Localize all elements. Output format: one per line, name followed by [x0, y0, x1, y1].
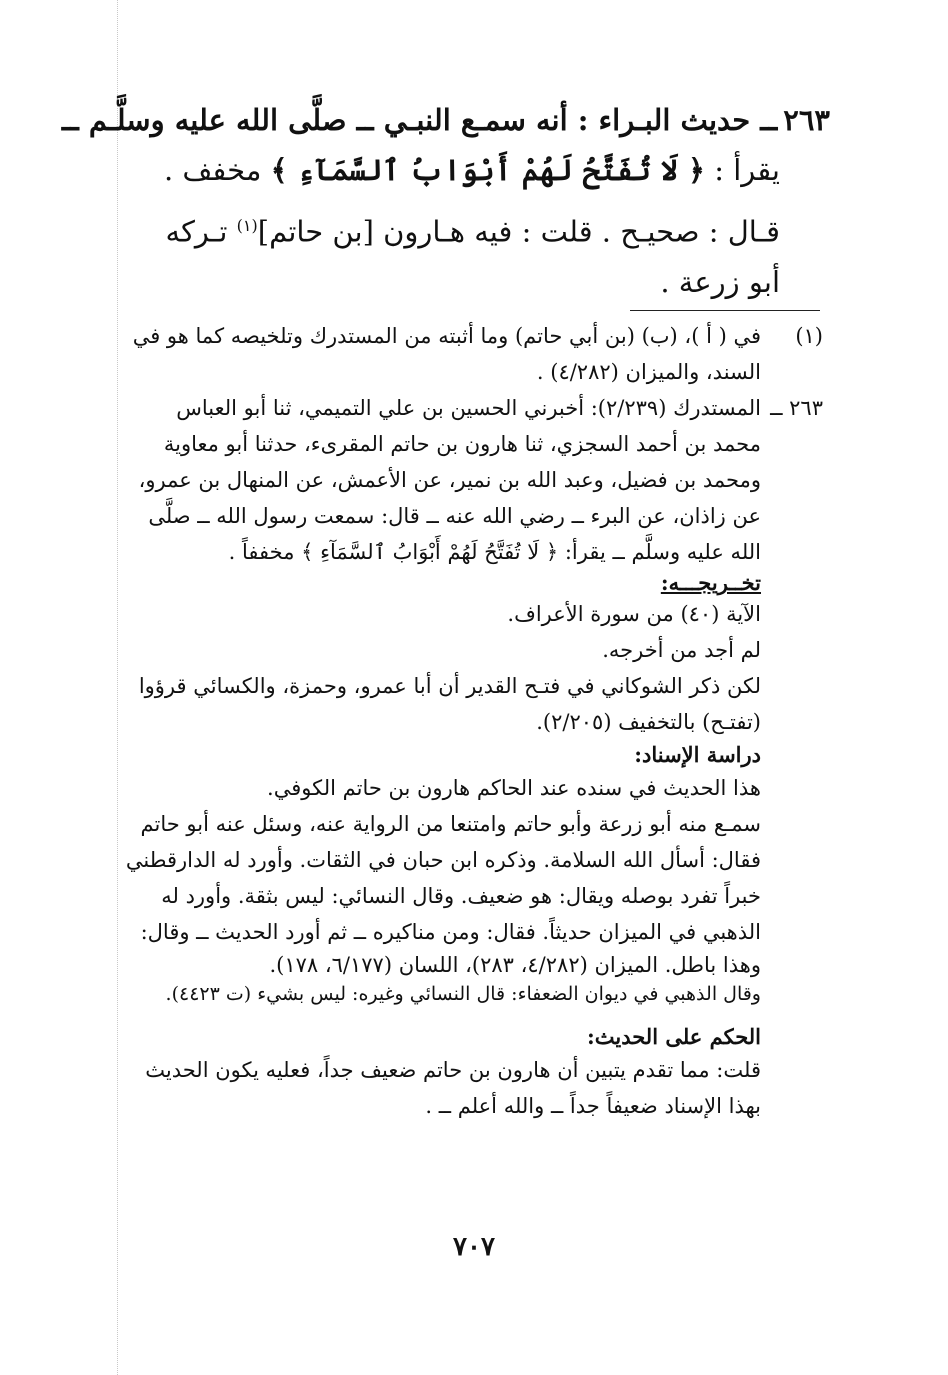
- hukm-line: بهذا الإسناد ضعيفاً جداً ــ والله أعلم ــ .: [425, 1094, 761, 1118]
- footnote-1: [120, 318, 823, 390]
- isnad-line: فقال: أسأل الله السلامة. وذكره ابن حبان في الثقات. وأورد له الدارقطني: [125, 848, 761, 872]
- quran-verse: ﴿ لَا تُفَتَّحُ لَهُمْ أَبْوَابُ ٱلسَّمَآءِ ﴾: [270, 153, 705, 187]
- commentary-line: المستدرك (٢/٢٣٩): أخبرني الحسين بن علي التميمي، ثنا أبو العباس: [176, 396, 761, 420]
- hadith-line-1: [61, 95, 830, 145]
- hukm-heading: الحكم على الحديث:: [587, 1024, 761, 1049]
- isnad-line: خبراً تفرد بوصله ويقال: هو ضعيف. وقال النسائي: ليس بثقة. وأورد له: [161, 884, 761, 908]
- takhrij-line: لكن ذكر الشوكاني في فتـح القدير أن أبا عمرو، وحمزة، والكسائي قرؤوا: [138, 674, 761, 698]
- footnote-separator: [630, 310, 820, 311]
- spacer: [120, 1008, 823, 1022]
- takhrij-line: لم أجد من أخرجه.: [602, 638, 761, 662]
- hadith-block: [61, 95, 830, 307]
- hadith-number: ٢٦٣: [783, 103, 830, 137]
- footnote-line: السند، والميزان (٤/٢٨٢) .: [536, 360, 761, 384]
- isnad-line: وهذا باطل. الميزان (٤/٢٨٢، ٢٨٣)، اللسان (٦/١٧٧، ١٧٨).: [269, 953, 761, 977]
- commentary-line: عن زاذان، عن البرء ــ رضي الله عنه ــ قال: سمعت رسول الله ــ صلَّى: [148, 504, 761, 528]
- takhrij-line: (تفتـح) بالتخفيف (٢/٢٠٥).: [536, 710, 761, 734]
- takhrij-heading: تخــريجـــه:: [660, 570, 761, 595]
- footnote-marker[interactable]: (١): [236, 216, 258, 235]
- hukm-line: قلت: مما تقدم يتبين أن هارون بن حاتم ضعيف جداً، فعليه يكون الحديث: [145, 1058, 761, 1082]
- hadith-text-3a: قـال : صحيـح . قلت : فيه هـارون [بن حاتم]: [257, 214, 780, 249]
- commentary-line: ومحمد بن فضيل، وعبد الله بن نمير، عن الأعمش، عن المنهال بن عمرو،: [138, 468, 761, 492]
- commentary-label: ٢٦٣ ــ: [770, 396, 823, 420]
- commentary-line: الله عليه وسلَّم ــ يقرأ: ﴿ لَا تُفَتَّحُ لَهُمْ أَبْوَابُ ٱلسَّمَآءِ ﴾ مخففاً .: [228, 540, 761, 564]
- hadith-line-2: [140, 145, 830, 195]
- isnad-heading: دراسة الإسناد:: [634, 742, 761, 767]
- isnad-line: هذا الحديث في سنده عند الحاكم هارون بن حاتم الكوفي.: [267, 776, 761, 800]
- hadith-text-4: أبو زرعة .: [660, 264, 780, 299]
- hadith-text-1: ــ حديث البـراء : أنه سمـع النبـي ــ صلَّى الله عليه وسلَّـم ــ: [61, 103, 778, 137]
- commentary-line: محمد بن أحمد السجزي، ثنا هارون بن حاتم المقرىء، حدثنا أبو معاوية: [163, 432, 761, 456]
- binding-margin-line: [117, 0, 118, 1375]
- isnad-line: سمـع منه أبو زرعة وأبو حاتم وامتنعا من الرواية عنه، وسئل عنه أبو حاتم: [140, 812, 761, 836]
- takhrij-line: الآية (٤٠) من سورة الأعراف.: [507, 602, 761, 626]
- page-number: ٧٠٧: [453, 1232, 495, 1262]
- hadith-text-3b: تـركه: [165, 214, 237, 249]
- hadith-line-4: [140, 257, 830, 307]
- commentary-263: [120, 390, 823, 1124]
- hadith-line-3: [140, 201, 830, 257]
- hadith-text-2b: مخفف .: [163, 153, 262, 187]
- footnote-label: (١): [795, 324, 823, 348]
- hadith-text-2a: يقرأ :: [714, 153, 780, 187]
- notes-block: [120, 318, 823, 1124]
- isnad-line: وقال الذهبي في ديوان الضعفاء: قال النسائي وغيره: ليس بشيء (ت ٤٤٢٣).: [165, 983, 761, 1005]
- isnad-line: الذهبي في الميزان حديثاً. فقال: ومن مناكيره ــ ثم أورد الحديث ــ وقال:: [140, 920, 761, 944]
- footnote-line: في ( أ )، (ب) (بن أبي حاتم) وما أثبته من المستدرك وتلخيصه كما هو في: [132, 324, 761, 348]
